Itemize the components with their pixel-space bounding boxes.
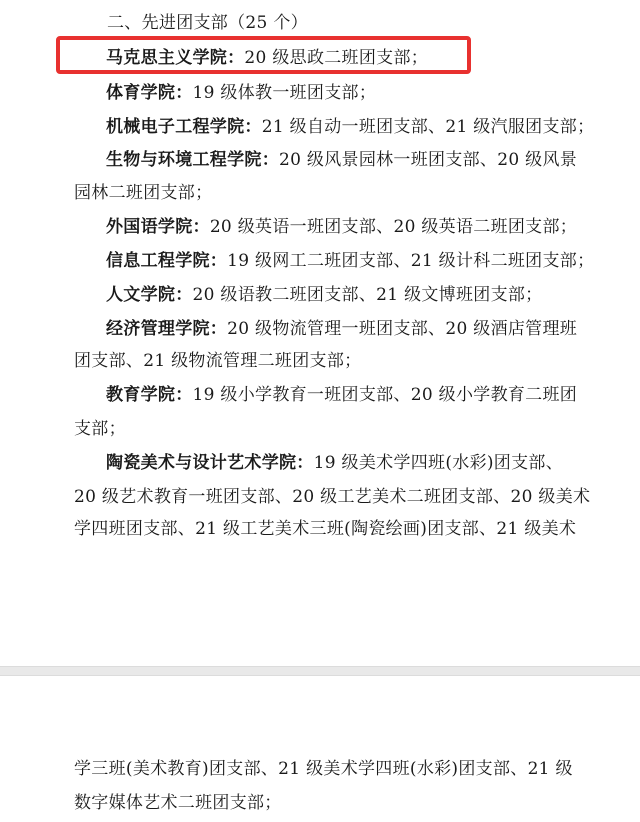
unit-list: 20 级风景园林一班团支部、20 级风景 xyxy=(279,150,578,170)
entry-foreign-lang xyxy=(106,216,577,238)
page-break xyxy=(0,666,640,676)
continued-line-1: 学三班(美术教育)团支部、21 级美术学四班(水彩)团支部、21 级 xyxy=(74,759,573,779)
entry-bio-env-cont: 园林二班团支部； xyxy=(74,183,213,203)
continued-line-2: 数字媒体艺术二班团支部； xyxy=(74,793,282,813)
unit-list: 21 级自动一班团支部、21 级汽服团支部； xyxy=(261,117,595,137)
document-page-2 xyxy=(0,676,640,822)
unit-list: 19 级美术学四班(水彩)团支部、 xyxy=(313,453,564,473)
unit-list: 20 级语教二班团支部、21 级文博班团支部； xyxy=(192,285,543,305)
college-name: 经济管理学院： xyxy=(106,319,228,339)
college-name: 陶瓷美术与设计艺术学院： xyxy=(106,453,314,473)
section-heading: 二、先进团支部（25 个） xyxy=(107,13,308,33)
unit-list: 20 级思政二班团支部； xyxy=(244,48,429,68)
unit-list: 19 级体教一班团支部； xyxy=(192,83,377,103)
college-name: 体育学院： xyxy=(106,83,193,103)
unit-list: 19 级网工二班团支部、21 级计科二班团支部； xyxy=(227,251,595,271)
entry-ceramic-art-cont: 20 级艺术教育一班团支部、20 级工艺美术二班团支部、20 级美术 xyxy=(74,487,591,507)
college-name: 教育学院： xyxy=(106,385,193,405)
entry-education xyxy=(106,384,577,406)
unit-list: 20 级物流管理一班团支部、20 级酒店管理班 xyxy=(227,319,578,339)
college-name: 人文学院： xyxy=(106,285,193,305)
entry-econ-mgmt-cont: 团支部、21 级物流管理二班团支部； xyxy=(74,351,362,371)
college-name: 生物与环境工程学院： xyxy=(106,150,279,170)
entry-sports xyxy=(106,82,376,104)
entry-info-eng xyxy=(106,250,594,272)
entry-marxism xyxy=(106,47,428,69)
entry-mechatronics xyxy=(106,116,594,138)
entry-humanities xyxy=(106,284,542,306)
college-name: 机械电子工程学院： xyxy=(106,117,262,137)
entry-bio-env xyxy=(106,149,577,171)
entry-ceramic-art-cont2: 学四班团支部、21 级工艺美术三班(陶瓷绘画)团支部、21 级美术 xyxy=(74,519,577,539)
entry-ceramic-art xyxy=(106,452,563,474)
college-name: 马克思主义学院： xyxy=(106,48,245,68)
entry-education-cont: 支部； xyxy=(74,419,126,439)
entry-econ-mgmt xyxy=(106,318,577,340)
college-name: 信息工程学院： xyxy=(106,251,228,271)
unit-list: 20 级英语一班团支部、20 级英语二班团支部； xyxy=(209,217,578,237)
college-name: 外国语学院： xyxy=(106,217,210,237)
unit-list: 19 级小学教育一班团支部、20 级小学教育二班团 xyxy=(192,385,578,405)
